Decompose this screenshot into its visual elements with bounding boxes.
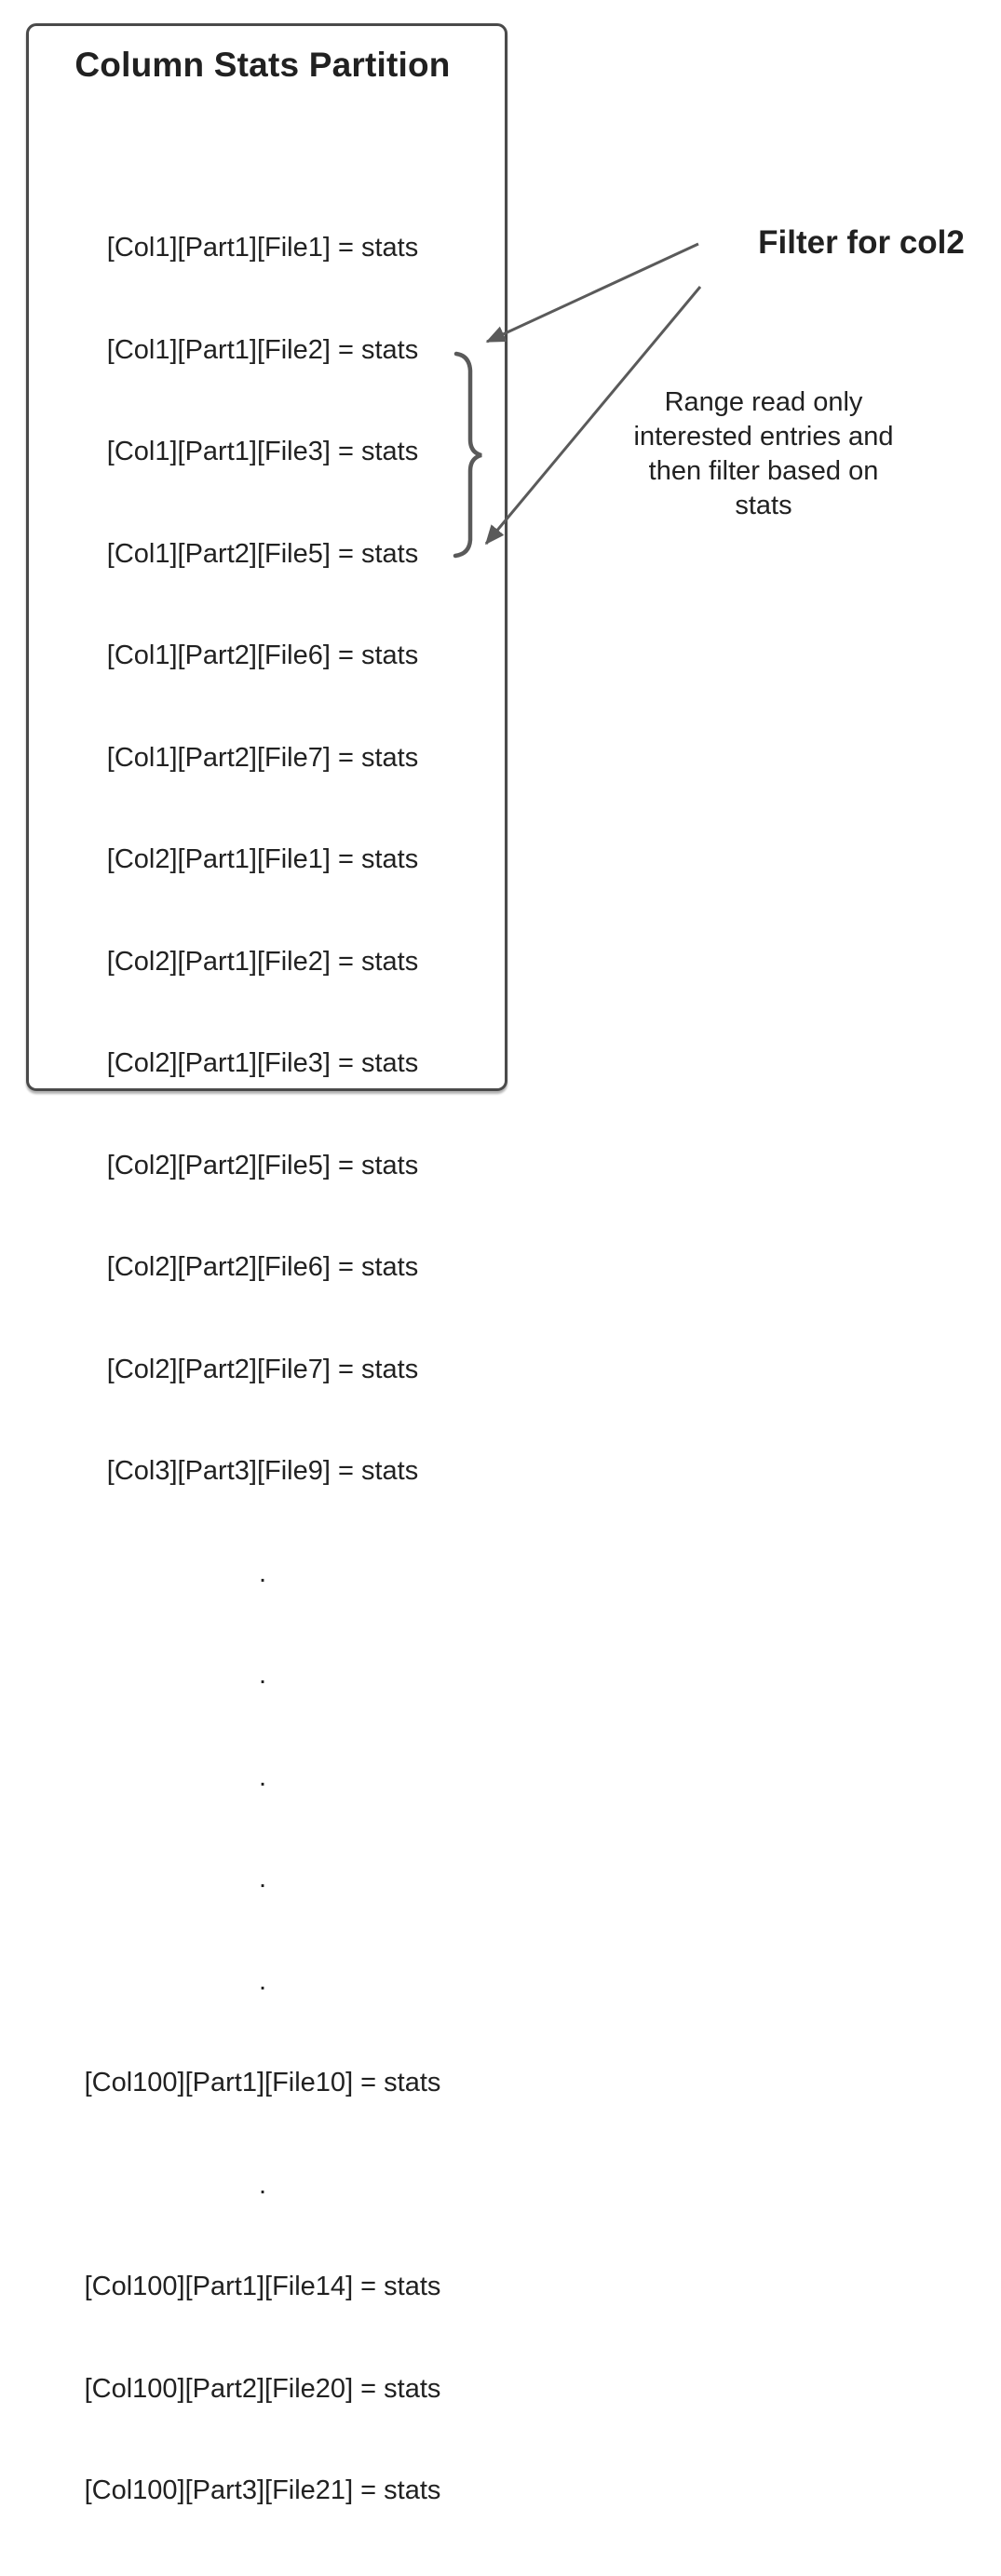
stats-entry: [Col3][Part3][File9] = stats [106, 1456, 419, 1486]
stats-entry-col2: [Col2][Part2][File6] = stats [106, 1252, 419, 1282]
stats-entry-col2: [Col2][Part2][File7] = stats [106, 1354, 419, 1384]
stats-entry-col2: [Col2][Part1][File1] = stats [106, 844, 419, 874]
stats-entry: [Col1][Part1][File2] = stats [106, 334, 419, 365]
stats-entry-col2: [Col2][Part1][File2] = stats [106, 946, 419, 977]
ellipsis-dot-line: . [258, 1965, 267, 1996]
ellipsis-dot-line: . [258, 1660, 267, 1690]
range-read-note-line: interested entries and [633, 422, 894, 452]
stats-entry: [Col1][Part1][File3] = stats [106, 437, 419, 466]
stats-entry: [Col1][Part2][File6] = stats [106, 641, 419, 670]
stats-entry: [Col100][Part1][File10] = stats [84, 2068, 441, 2097]
stats-entry-col2: [Col2][Part2][File5] = stats [106, 1150, 419, 1180]
filter-for-col2-label: Filter for col2 [758, 224, 965, 261]
filter-arrow-upper [487, 244, 698, 342]
stats-entry: [Col1][Part1][File1] = stats [106, 233, 419, 263]
ellipsis-dot-line: . [258, 2169, 267, 2200]
range-read-note-line: then filter based on [648, 456, 879, 486]
stats-entry: [Col100][Part1][File14] = stats [84, 2272, 441, 2301]
range-read-note-line: Range read only [664, 387, 863, 417]
stats-entry-col2: [Col2][Part1][File3] = stats [106, 1048, 419, 1078]
stats-entry: [Col1][Part2][File7] = stats [106, 742, 419, 773]
stats-entry: [Col1][Part2][File5] = stats [106, 538, 419, 569]
stats-entry: [Col100][Part3][File21] = stats [84, 2475, 441, 2505]
ellipsis-dot-line: . [258, 1558, 267, 1588]
stats-entry-list [26, 163, 507, 2576]
ellipsis-dot-line: . [258, 1761, 267, 1792]
partition-box-title: Column Stats Partition [74, 46, 451, 84]
range-read-note [601, 385, 927, 523]
stats-entry: [Col100][Part2][File20] = stats [84, 2373, 441, 2404]
range-read-note-line: stats [735, 491, 792, 520]
ellipsis-dot-line: . [258, 1864, 267, 1894]
